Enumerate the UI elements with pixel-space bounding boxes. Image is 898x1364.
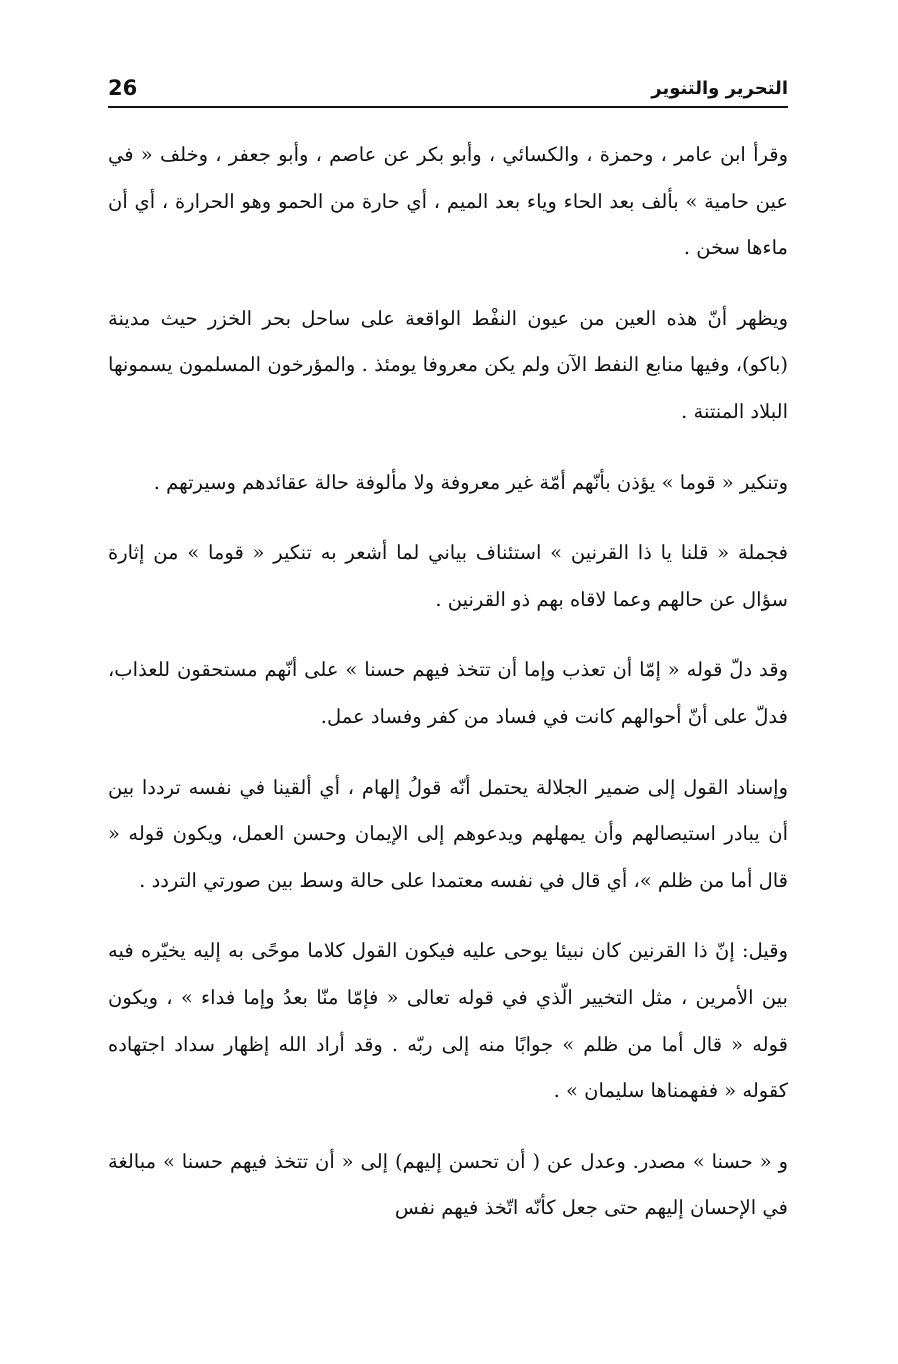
paragraph: وقيل: إنّ ذا القرنين كان نبيئا يوحى عليه فيكون القول كلاما موحًى به إليه يخيّره فيه بين الأمرين ، مثل التخيير الّذي في قوله تعالى « فإمّا منّا بعدُ وإما فداء » ، ويكون قوله « قال أما من ظلم » جوابًا منه إلى ربّه . وقد أراد الله إظهار سداد اجتهاده كقوله « ففهمناها سليمان » .: [108, 939, 788, 1103]
paragraph: وقرأ ابن عامر ، وحمزة ، والكسائي ، وأبو بكر عن عاصم ، وأبو جعفر ، وخلف « في عين حامية » بألف بعد الحاء وياء بعد الميم ، أي حارة من الحمو وهو الحرارة ، أي أن ماءها سخن .: [108, 143, 788, 260]
paragraph: وقد دلّ قوله « إمّا أن تعذب وإما أن تتخذ فيهم حسنا » على أنّهم مستحقون للعذاب، فدلّ على أنّ أحوالهم كانت في فساد من كفر وفساد عمل.: [108, 658, 788, 728]
page-number: 26: [108, 76, 138, 100]
paragraph: فجملة « قلنا يا ذا القرنين » استئناف بياني لما أشعر به تنكير « قوما » من إثارة سؤال عن حالهم وعما لاقاه بهم ذو القرنين .: [108, 541, 788, 611]
paragraph: ويظهر أنّ هذه العين من عيون النفْط الواقعة على ساحل بحر الخزر حيث مدينة (باكو)، وفيها منابع النفط الآن ولم يكن معروفا يومئذ . والمؤرخون المسلمون يسمونها البلاد المنتنة .: [108, 306, 788, 423]
running-title: التحرير والتنوير: [651, 77, 788, 99]
paragraph: وتنكير « قوما » يؤذن بأنّهم أمّة غير معروفة ولا مألوفة حالة عقائدهم وسيرتهم .: [153, 470, 788, 494]
page-header: [108, 70, 788, 108]
paragraph: و « حسنا » مصدر. وعدل عن ( أن تحسن إليهم) إلى « أن تتخذ فيهم حسنا » مبالغة في الإحسان إليهم حتى جعل كأنّه اتّخذ فيهم نفس: [108, 1149, 788, 1220]
page-body: [108, 132, 788, 1256]
paragraph: وإسناد القول إلى ضمير الجلالة يحتمل أنّه قولُ إلهام ، أي ألقينا في نفسه ترددا بين أن يبادر استيصالهم وأن يمهلهم ويدعوهم إلى الإيمان وحسن العمل، ويكون قوله « قال أما من ظلم »، أي قال في نفسه معتمدا على حالة وسط بين صورتي التردد .: [108, 775, 788, 892]
